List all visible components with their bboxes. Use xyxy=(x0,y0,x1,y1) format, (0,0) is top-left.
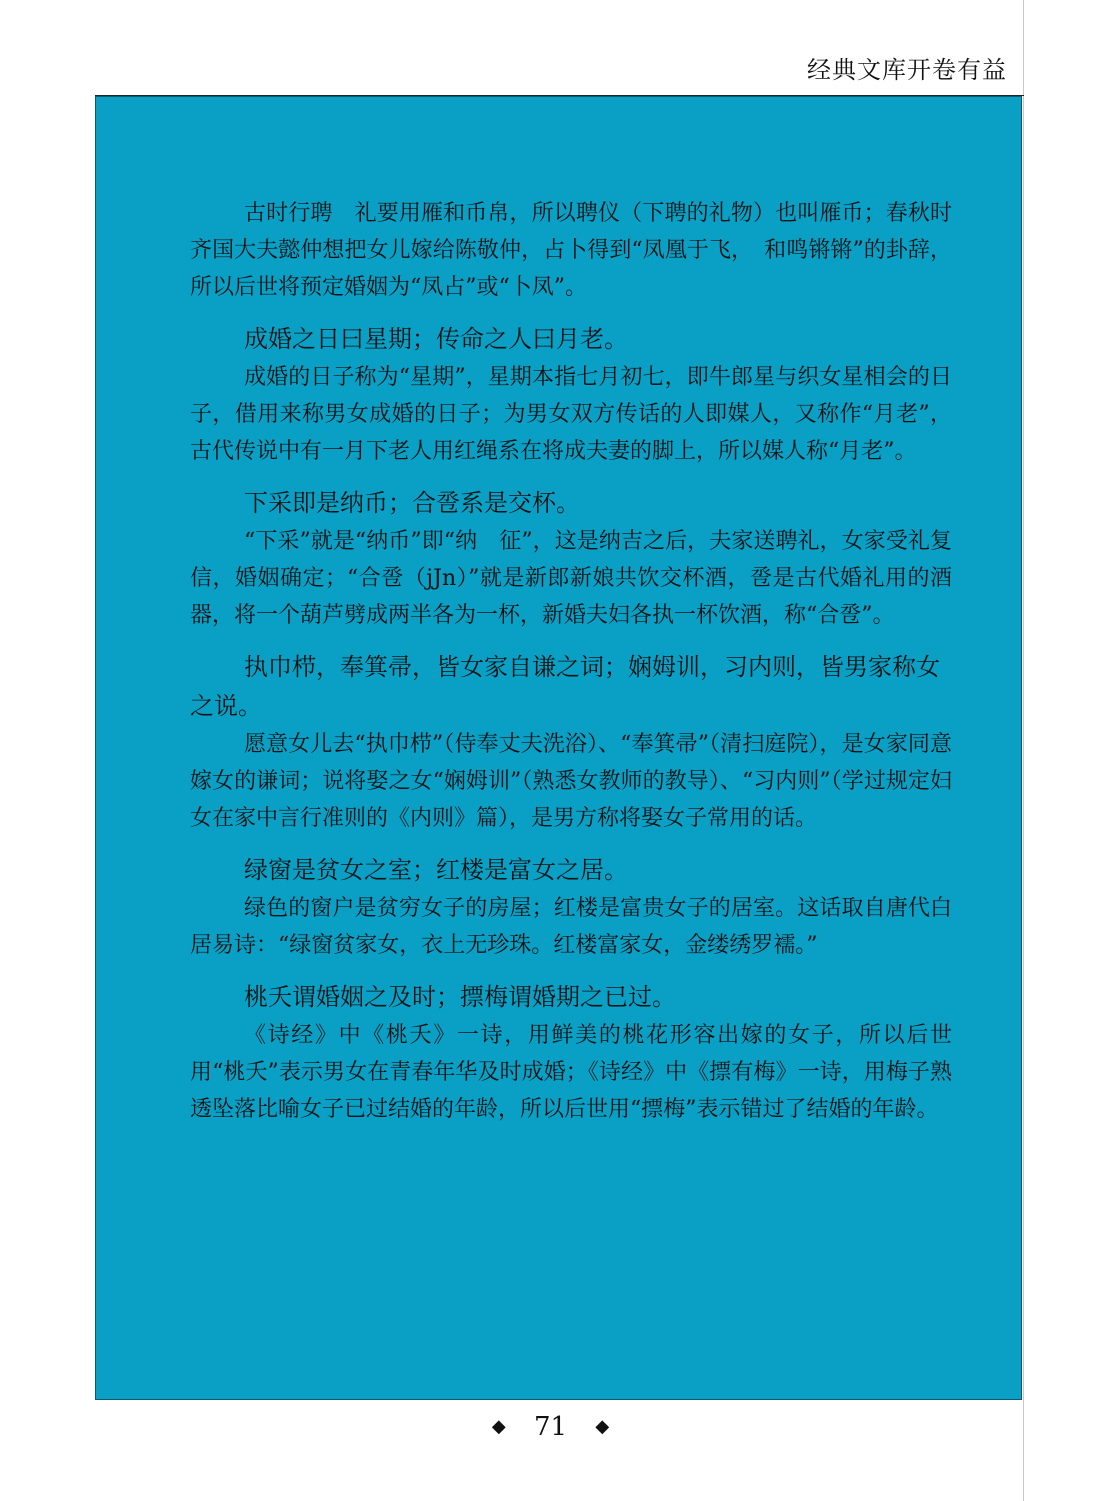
section-lead: 下采即是纳币；合卺系是交杯。 xyxy=(244,489,580,517)
page-edge-line xyxy=(1023,0,1024,1501)
section-body: 成婚的日子称为“星期”，星期本指七月初七，即牛郎星与织女星相会的日子，借用来称男女成婚的日子；为男女双方传话的人即媒人，又称作“月老”，古代传说中有一月下老人用红绳系在将成夫妻的脚上，所以媒人称“月老”。 xyxy=(190,365,952,464)
section-lead: 执巾栉，奉箕帚，皆女家自谦之词；娴姆训，习内则，皆男家称女之说。 xyxy=(190,653,940,720)
page-footer xyxy=(0,1412,1101,1442)
section-body: 古时行聘 礼要用雁和币帛，所以聘仪（下聘的礼物）也叫雁币；春秋时齐国大夫懿仲想把女儿嫁给陈敬仲，占卜得到“凤凰于飞， 和鸣锵锵”的卦辞，所以后世将预定婚姻为“凤占”或“卜凤”。 xyxy=(190,201,952,300)
section-5 xyxy=(190,851,952,964)
section-body: 愿意女儿去“执巾栉”（侍奉丈夫洗浴）、“奉箕帚”（清扫庭院），是女家同意嫁女的谦词；说将娶之女“娴姆训”（熟悉女教师的教导）、“习内则”（学过规定妇女在家中言行准则的《内则》篇），是男方称将娶女子常用的话。 xyxy=(190,732,952,831)
section-body: “下采”就是“纳币”即“纳 征”，这是纳吉之后，夫家送聘礼，女家受礼复信，婚姻确定；“合卺（jJn）”就是新郎新娘共饮交杯酒，卺是古代婚礼用的酒器，将一个葫芦劈成两半各为一杯，新婚夫妇各执一杯饮酒，称“合卺”。 xyxy=(190,529,952,628)
section-body: 《诗经》中《桃夭》一诗，用鲜美的桃花形容出嫁的女子，所以后世用“桃夭”表示男女在青春年华及时成婚；《诗经》中《摽有梅》一诗，用梅子熟透坠落比喻女子已过结婚的年龄，所以后世用“摽梅”表示错过了结婚的年龄。 xyxy=(190,1023,952,1122)
section-1 xyxy=(190,195,952,306)
right-diamond-icon: ◆ xyxy=(595,1416,610,1437)
section-lead: 成婚之日曰星期；传命之人曰月老。 xyxy=(244,325,628,353)
left-diamond-icon: ◆ xyxy=(491,1416,506,1437)
article-body xyxy=(190,195,952,1142)
section-body: 绿色的窗户是贫穷女子的房屋；红楼是富贵女子的居室。这话取自唐代白居易诗：“绿窗贫家女，衣上无珍珠。红楼富家女，金缕绣罗襦。” xyxy=(190,896,952,958)
page-number: 71 xyxy=(533,1412,568,1442)
section-3 xyxy=(190,484,952,634)
section-6 xyxy=(190,978,952,1128)
running-header: 经典文库开卷有益 xyxy=(807,56,1007,84)
section-lead: 绿窗是贫女之室；红楼是富女之居。 xyxy=(244,856,628,884)
section-lead: 桃夭谓婚姻之及时；摽梅谓婚期之已过。 xyxy=(244,983,676,1011)
section-4 xyxy=(190,648,952,837)
section-2 xyxy=(190,320,952,470)
